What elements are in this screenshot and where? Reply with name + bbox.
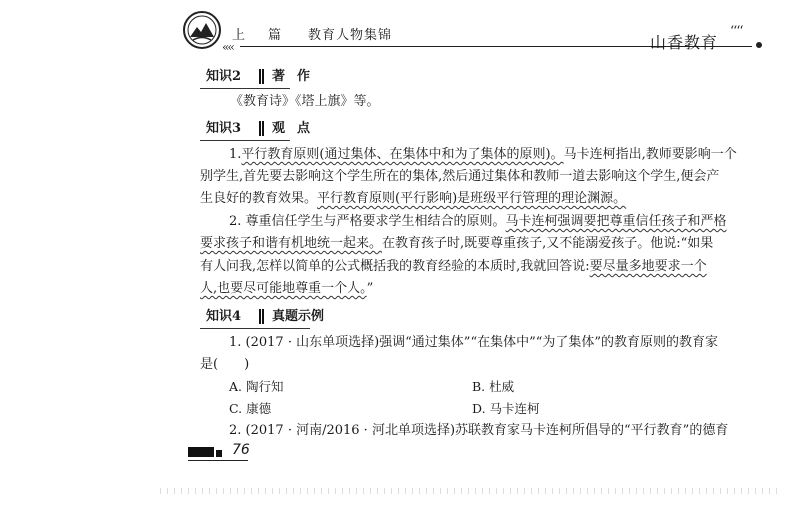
rule-end-dot-icon — [756, 42, 762, 48]
q2-stem-line1: 2. (2017 · 河南/2016 · 河北单项选择)苏联教育家马卡连柯所倡导的“平行教育”的德育 — [229, 423, 729, 438]
k3-p2-line4 — [200, 279, 373, 299]
knowledge-4-label: 知识4 — [206, 309, 242, 324]
k3-p2-highlight: 要求孩子和谐有机地统一起来。 — [200, 236, 383, 251]
k3-p2-text: 2. 尊重信任学生与严格要求学生相结合的原则。 — [229, 214, 506, 229]
k3-p2-line1 — [229, 212, 727, 232]
knowledge-2-text: 《教育诗》《塔上旗》等。 — [230, 94, 380, 109]
page-number-block-small-icon — [216, 450, 222, 457]
q1-stem-line2: 是( ) — [200, 357, 250, 372]
header-brand: 山香教育 — [650, 33, 719, 52]
k3-p2-highlight: 要尽量多地要求一个 — [589, 259, 707, 274]
knowledge-3-rule — [200, 140, 290, 141]
page-number: 76 — [232, 442, 250, 458]
q1-option-a: A. 陶行知 — [229, 379, 284, 394]
header-section-title: 教育人物集锦 — [308, 28, 393, 43]
chevron-decor-icon: «‹‹ — [222, 40, 233, 54]
footer-rule — [188, 460, 248, 461]
k3-p2-text: 有人问我,怎样以简单的公式概括我的教育经验的本质时,我就回答说: — [200, 259, 590, 274]
mountain-logo-icon — [183, 11, 221, 49]
scan-noise — [160, 488, 780, 494]
knowledge-2-title: 著作 — [272, 69, 323, 84]
heading-bar-icon — [259, 69, 261, 84]
q1-option-b: B. 杜威 — [472, 379, 515, 394]
k3-p1-highlight: 平行教育原则(平行影响)是班级平行管理的理论渊源。 — [317, 191, 627, 206]
q1-stem-line1: 1. (2017 · 山东单项选择)强调“通过集体”“在集体中”“为了集体”的教育原则的教育家 — [229, 335, 719, 350]
k3-p1-line3 — [200, 189, 626, 209]
k3-p2-line2 — [200, 234, 713, 254]
knowledge-4-title: 真题示例 — [272, 309, 325, 324]
knowledge-2-label: 知识2 — [206, 69, 242, 84]
k3-p1-text: 生良好的教育效果。 — [200, 191, 318, 206]
knowledge-2-rule — [200, 88, 290, 89]
q1-option-c: C. 康德 — [229, 401, 272, 416]
header-volume: 篇 — [268, 28, 283, 43]
k3-p1-line2: 别学生,首先要去影响这个学生所在的集体,然后通过集体和教师一道去影响这个学生,便会产 — [200, 169, 720, 184]
k3-p2-text: ” — [366, 281, 374, 296]
k3-p1-number: 1. — [229, 147, 242, 162]
knowledge-3-title: 观点 — [272, 121, 323, 136]
heading-bar-icon — [259, 309, 261, 324]
heading-bar-icon — [259, 121, 261, 136]
k3-p1-text: 马卡连柯指出,教师要影响一个 — [563, 147, 737, 162]
page-number-block-icon — [188, 447, 214, 457]
running-header-left — [232, 24, 392, 43]
k3-p1-highlight: 平行教育原则(通过集体、在集体中和为了集体的原则)。 — [241, 147, 564, 162]
knowledge-2-heading — [206, 68, 322, 86]
header-part: 上 — [232, 28, 247, 43]
k3-p2-text: 在教育孩子时,既要尊重孩子,又不能溺爱孩子。他说:“如果 — [382, 236, 714, 251]
k3-p2-highlight: 马卡连柯强调要把尊重信任孩子和严格 — [505, 214, 727, 229]
knowledge-3-heading — [206, 120, 322, 138]
knowledge-3-label: 知识3 — [206, 121, 242, 136]
k3-p2-highlight: 人,也要尽可能地尊重一个人。 — [200, 281, 367, 296]
knowledge-4-heading — [206, 308, 324, 326]
k3-p1-line1 — [229, 145, 737, 165]
header-decor-marks: ‘‘‘‘ — [730, 24, 743, 39]
q1-option-d: D. 马卡连柯 — [472, 401, 540, 416]
k3-p2-line3 — [200, 257, 707, 277]
knowledge-4-rule — [200, 328, 310, 329]
